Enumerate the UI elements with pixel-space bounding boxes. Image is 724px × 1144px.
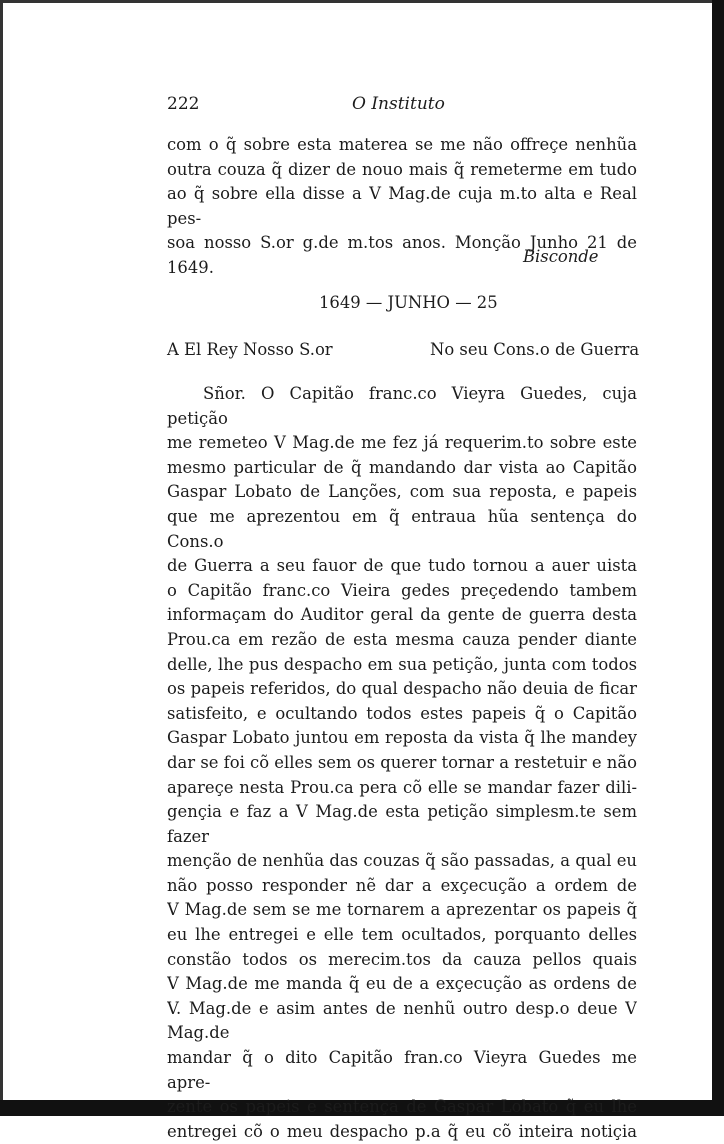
text-line: V Mag.de me manda q̃ eu de a exçecução as ordens de <box>167 974 637 994</box>
text-line: V Mag.de sem se me tornarem a aprezentar os papeis q̃ <box>167 900 637 920</box>
running-title: O Instituto <box>352 94 445 114</box>
text-line: os papeis referidos, do qual despacho não deuia de ficar <box>167 679 637 699</box>
text-line: o Capitão franc.co Vieira gedes preçedendo tambem <box>167 580 637 600</box>
text-line: de Guerra a seu fauor de que tudo tornou a auer uista <box>167 556 637 576</box>
letter-date-heading: 1649 — JUNHO — 25 <box>319 293 498 312</box>
text-line: constão todos os merecim.tos da cauza pellos quais <box>167 949 637 969</box>
text-line: gençia e faz a V Mag.de esta petição simplesm.te sem fazer <box>167 802 637 846</box>
scan-border-left <box>0 0 3 1116</box>
letter-council: No seu Cons.o de Guerra <box>430 340 640 359</box>
text-line: entregei cõ o meu despacho p.a q̃ eu cõ inteira notiçia <box>167 1121 637 1141</box>
text-line: zente os papeis e sentença de Gaspar Lobato q̃ eu lhe <box>167 1097 637 1117</box>
text-line: não posso responder nẽ dar a exçecução a ordem de <box>167 875 637 895</box>
text-line: menção de nenhũa das couzas q̃ são passadas, a qual eu <box>167 851 637 871</box>
text-line: apareçe nesta Prou.ca pera cõ elle se mandar fazer dili- <box>167 777 637 797</box>
page-header <box>167 94 637 118</box>
text-line: satisfeito, e ocultando todos estes papeis q̃ o Capitão <box>167 703 637 723</box>
text-line: outra couza q̃ dizer de nouo mais q̃ remeterme em tudo <box>167 159 637 179</box>
text-line: Gaspar Lobato juntou em reposta da vista q̃ lhe mandey <box>167 728 637 748</box>
scan-border-right <box>712 0 724 1116</box>
text-line: eu lhe entregei e elle tem ocultados, porquanto delles <box>167 925 637 945</box>
text-line: com o q̃ sobre esta materea se me não offreçe nenhũa <box>167 135 637 154</box>
letter-addressee: A El Rey Nosso S.or <box>167 340 333 359</box>
text-line: Prou.ca em rezão de esta mesma cauza pender diante <box>167 629 637 649</box>
text-line: informaçam do Auditor geral da gente de guerra desta <box>167 605 637 625</box>
text-line: mesmo particular de q̃ mandando dar vista ao Capitão <box>167 457 637 477</box>
text-line: soa nosso S.or g.de m.tos anos. Monção Junho 21 de 1649. <box>167 233 637 277</box>
text-line: ao q̃ sobre ella disse a V Mag.de cuja m.to alta e Real pes- <box>167 184 637 228</box>
text-line: delle, lhe pus despacho em sua petição, junta com todos <box>167 654 637 674</box>
paragraph-letter-body <box>167 382 637 1144</box>
signature-name: Bisconde <box>523 247 599 266</box>
text-line: Sñor. O Capitão franc.co Vieyra Guedes, cuja petição <box>167 384 637 428</box>
page-number: 222 <box>167 94 200 114</box>
text-line: me remeteo V Mag.de me fez já requerim.to sobre este <box>167 433 637 453</box>
text-line: Gaspar Lobato de Lanções, com sua reposta, e papeis <box>167 482 637 502</box>
scan-border-top <box>0 0 724 3</box>
text-line: que me aprezentou em q̃ entraua hũa sentença do Cons.o <box>167 506 637 551</box>
text-line: dar se foi cõ elles sem os querer tornar a restetuir e não <box>167 752 637 772</box>
text-line: mandar q̃ o dito Capitão fran.co Vieyra Guedes me apre- <box>167 1048 637 1092</box>
text-line: V. Mag.de e asim antes de nenhũ outro desp.o deue V Mag.de <box>167 998 637 1043</box>
